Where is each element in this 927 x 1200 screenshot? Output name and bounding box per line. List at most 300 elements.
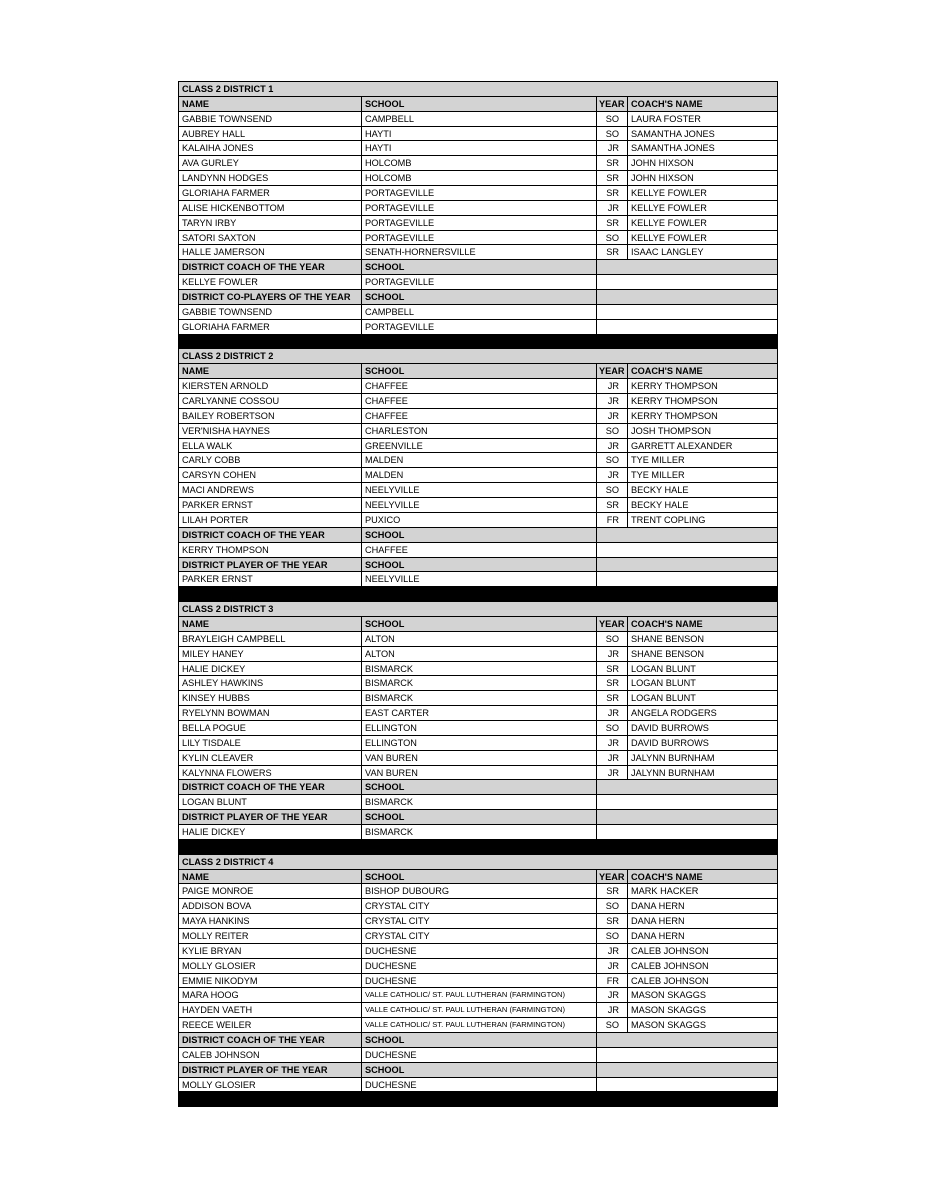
player-coach: BECKY HALE (631, 485, 689, 496)
player-coach: LAURA FOSTER (631, 113, 701, 124)
player-school: CRYSTAL CITY (362, 899, 597, 913)
empty-cell (597, 572, 777, 586)
header-school: SCHOOL (362, 97, 597, 111)
header-school: SCHOOL (362, 870, 597, 884)
player-name: GLORIAHA FARMER (179, 186, 362, 200)
player-of-year-label: DISTRICT PLAYER OF THE YEAR (179, 558, 362, 572)
player-school: CHAFFEE (362, 394, 597, 408)
empty-cell (597, 543, 777, 557)
player-school: VALLE CATHOLIC/ ST. PAUL LUTHERAN (FARMINGTON) (362, 1003, 597, 1017)
empty-cell (597, 275, 777, 289)
column-header-row (179, 617, 777, 632)
district-title: CLASS 2 DISTRICT 3 (182, 604, 274, 615)
player-coach: JOSH THOMPSON (631, 425, 711, 436)
player-school: VAN BUREN (362, 751, 597, 765)
coach-of-year-name: KERRY THOMPSON (179, 543, 362, 557)
player-school: ELLINGTON (362, 736, 597, 750)
player-coach: KELLYE FOWLER (631, 202, 707, 213)
table-row (179, 439, 777, 454)
player-name: LANDYNN HODGES (179, 171, 362, 185)
coach-of-year-label: DISTRICT COACH OF THE YEAR (179, 528, 362, 542)
column-header-row (179, 870, 777, 885)
player-school: NEELYVILLE (362, 483, 597, 497)
coach-of-year-school: CHAFFEE (362, 543, 597, 557)
section-separator (179, 840, 777, 855)
player-year: SO (597, 632, 628, 646)
player-of-year-row (179, 1078, 777, 1093)
player-coach: TRENT COPLING (631, 514, 706, 525)
header-name: NAME (179, 97, 362, 111)
player-coach: MASON SKAGGS (631, 1005, 707, 1016)
table-row (179, 899, 777, 914)
player-year: JR (597, 201, 628, 215)
coach-of-year-school-label: SCHOOL (362, 780, 597, 794)
player-of-year-label: DISTRICT CO-PLAYERS OF THE YEAR (179, 290, 362, 304)
player-year: SR (597, 676, 628, 690)
player-school: HAYTI (362, 127, 597, 141)
coach-of-year-school: BISMARCK (362, 795, 597, 809)
player-coach: KELLYE FOWLER (631, 232, 707, 243)
player-name: BRAYLEIGH CAMPBELL (179, 632, 362, 646)
player-year: JR (597, 439, 628, 453)
player-name: TARYN IRBY (179, 216, 362, 230)
player-coach: DAVID BURROWS (631, 722, 709, 733)
player-year: SR (597, 216, 628, 230)
player-name: MOLLY REITER (179, 929, 362, 943)
player-of-year-school-label: SCHOOL (362, 1063, 597, 1077)
player-year: SO (597, 424, 628, 438)
player-year: JR (597, 468, 628, 482)
player-of-year-header-row (179, 290, 777, 305)
table-row (179, 245, 777, 260)
table-row (179, 676, 777, 691)
player-name: ASHLEY HAWKINS (179, 676, 362, 690)
empty-cell (597, 1033, 777, 1047)
header-coach: COACH'S NAME (631, 366, 703, 377)
coach-of-year-header-row (179, 780, 777, 795)
player-year: JR (597, 1003, 628, 1017)
player-year: JR (597, 944, 628, 958)
player-of-year-name: PARKER ERNST (179, 572, 362, 586)
table-row (179, 216, 777, 231)
player-coach: SAMANTHA JONES (631, 143, 715, 154)
table-row (179, 632, 777, 647)
player-name: KIERSTEN ARNOLD (179, 379, 362, 393)
player-coach: KELLYE FOWLER (631, 217, 707, 228)
coach-of-year-header-row (179, 260, 777, 275)
table-row (179, 483, 777, 498)
player-name: AVA GURLEY (179, 156, 362, 170)
player-of-year-header-row (179, 810, 777, 825)
coach-of-year-header-row (179, 1033, 777, 1048)
player-coach: TYE MILLER (631, 470, 685, 481)
player-coach: LOGAN BLUNT (631, 678, 696, 689)
player-of-year-school: BISMARCK (362, 825, 597, 839)
header-coach: COACH'S NAME (631, 871, 703, 882)
table-row (179, 231, 777, 246)
coach-of-year-school: DUCHESNE (362, 1048, 597, 1062)
player-school: VAN BUREN (362, 766, 597, 780)
player-school: PUXICO (362, 513, 597, 527)
coach-of-year-name: LOGAN BLUNT (179, 795, 362, 809)
player-coach: BECKY HALE (631, 500, 689, 511)
player-name: MARA HOOG (179, 988, 362, 1002)
player-school: BISHOP DUBOURG (362, 884, 597, 898)
player-coach: KERRY THOMPSON (631, 410, 718, 421)
header-name: NAME (179, 870, 362, 884)
player-coach: SHANE BENSON (631, 648, 705, 659)
player-school: VALLE CATHOLIC/ ST. PAUL LUTHERAN (FARMINGTON) (362, 988, 597, 1002)
player-name: MACI ANDREWS (179, 483, 362, 497)
player-school: PORTAGEVILLE (362, 231, 597, 245)
player-of-year-name: HALIE DICKEY (179, 825, 362, 839)
player-year: JR (597, 394, 628, 408)
player-name: EMMIE NIKODYM (179, 974, 362, 988)
player-name: LILAH PORTER (179, 513, 362, 527)
table-row (179, 929, 777, 944)
coach-of-year-row (179, 795, 777, 810)
table-row (179, 721, 777, 736)
player-name: BAILEY ROBERTSON (179, 409, 362, 423)
player-name: VER'NISHA HAYNES (179, 424, 362, 438)
player-school: DUCHESNE (362, 959, 597, 973)
player-coach: DANA HERN (631, 930, 685, 941)
table-row (179, 1003, 777, 1018)
coach-of-year-label: DISTRICT COACH OF THE YEAR (179, 780, 362, 794)
header-coach: COACH'S NAME (631, 618, 703, 629)
player-of-year-row (179, 825, 777, 840)
player-year: SO (597, 231, 628, 245)
coach-of-year-row (179, 543, 777, 558)
player-coach: MASON SKAGGS (631, 990, 707, 1001)
player-name: HAYDEN VAETH (179, 1003, 362, 1017)
player-coach: LOGAN BLUNT (631, 693, 696, 704)
table-row (179, 453, 777, 468)
table-row (179, 766, 777, 781)
player-year: SO (597, 483, 628, 497)
player-coach: CALEB JOHNSON (631, 960, 709, 971)
player-name: AUBREY HALL (179, 127, 362, 141)
header-name: NAME (179, 364, 362, 378)
empty-cell (597, 290, 777, 304)
empty-cell (597, 528, 777, 542)
coach-of-year-school-label: SCHOOL (362, 260, 597, 274)
empty-cell (597, 810, 777, 824)
player-of-year-school-label: SCHOOL (362, 558, 597, 572)
player-of-year-name: GLORIAHA FARMER (179, 320, 362, 334)
section-separator (179, 587, 777, 602)
empty-cell (597, 1063, 777, 1077)
table-row (179, 914, 777, 929)
player-coach: LOGAN BLUNT (631, 663, 696, 674)
player-coach: JALYNN BURNHAM (631, 767, 715, 778)
player-coach: SHANE BENSON (631, 633, 705, 644)
table-row (179, 112, 777, 127)
table-row (179, 424, 777, 439)
empty-cell (597, 825, 777, 839)
player-year: SR (597, 914, 628, 928)
table-row (179, 706, 777, 721)
player-of-year-school: DUCHESNE (362, 1078, 597, 1092)
table-row (179, 394, 777, 409)
empty-cell (597, 795, 777, 809)
table-row (179, 186, 777, 201)
player-year: JR (597, 409, 628, 423)
player-name: BELLA POGUE (179, 721, 362, 735)
player-coach: TYE MILLER (631, 455, 685, 466)
player-school: NEELYVILLE (362, 498, 597, 512)
player-school: PORTAGEVILLE (362, 201, 597, 215)
player-school: HOLCOMB (362, 156, 597, 170)
player-year: SO (597, 899, 628, 913)
player-year: JR (597, 751, 628, 765)
player-name: RYELYNN BOWMAN (179, 706, 362, 720)
table-row (179, 127, 777, 142)
player-school: HOLCOMB (362, 171, 597, 185)
table-row (179, 884, 777, 899)
player-name: CARLY COBB (179, 453, 362, 467)
player-name: PAIGE MONROE (179, 884, 362, 898)
district-title: CLASS 2 DISTRICT 1 (182, 84, 274, 94)
player-school: ALTON (362, 632, 597, 646)
player-school: DUCHESNE (362, 974, 597, 988)
player-year: SO (597, 453, 628, 467)
player-year: SR (597, 156, 628, 170)
player-of-year-name: GABBIE TOWNSEND (179, 305, 362, 319)
district-title: CLASS 2 DISTRICT 4 (182, 856, 274, 867)
table-row (179, 974, 777, 989)
header-year: YEAR (597, 364, 628, 378)
coach-of-year-school-label: SCHOOL (362, 1033, 597, 1047)
player-name: MOLLY GLOSIER (179, 959, 362, 973)
table-row (179, 988, 777, 1003)
player-school: MALDEN (362, 453, 597, 467)
player-name: KALAIHA JONES (179, 141, 362, 155)
header-year: YEAR (597, 617, 628, 631)
player-year: JR (597, 988, 628, 1002)
table-row (179, 647, 777, 662)
header-name: NAME (179, 617, 362, 631)
table-row (179, 156, 777, 171)
coach-of-year-name: KELLYE FOWLER (179, 275, 362, 289)
player-year: SR (597, 691, 628, 705)
player-coach: ANGELA RODGERS (631, 708, 717, 719)
player-of-year-school: NEELYVILLE (362, 572, 597, 586)
empty-cell (597, 260, 777, 274)
player-of-year-header-row (179, 558, 777, 573)
player-name: LILY TISDALE (179, 736, 362, 750)
player-year: SR (597, 662, 628, 676)
player-of-year-row (179, 305, 777, 320)
empty-cell (597, 558, 777, 572)
player-of-year-school: CAMPBELL (362, 305, 597, 319)
player-school: CHARLESTON (362, 424, 597, 438)
player-coach: JALYNN BURNHAM (631, 752, 715, 763)
player-coach: MASON SKAGGS (631, 1020, 707, 1031)
player-year: JR (597, 706, 628, 720)
section-separator (179, 1092, 777, 1107)
player-year: SR (597, 884, 628, 898)
player-name: CARSYN COHEN (179, 468, 362, 482)
player-year: SR (597, 245, 628, 259)
player-year: SR (597, 498, 628, 512)
district-title-row (179, 602, 777, 617)
coach-of-year-name: CALEB JOHNSON (179, 1048, 362, 1062)
player-year: SO (597, 127, 628, 141)
player-coach: JOHN HIXSON (631, 158, 694, 169)
player-name: KINSEY HUBBS (179, 691, 362, 705)
empty-cell (597, 780, 777, 794)
player-year: SR (597, 186, 628, 200)
table-row (179, 513, 777, 528)
player-name: ADDISON BOVA (179, 899, 362, 913)
player-of-year-label: DISTRICT PLAYER OF THE YEAR (179, 1063, 362, 1077)
header-school: SCHOOL (362, 364, 597, 378)
player-of-year-row (179, 572, 777, 587)
player-school: CHAFFEE (362, 379, 597, 393)
player-coach: DANA HERN (631, 901, 685, 912)
player-name: GABBIE TOWNSEND (179, 112, 362, 126)
table-row (179, 959, 777, 974)
player-year: JR (597, 766, 628, 780)
player-name: MILEY HANEY (179, 647, 362, 661)
player-name: PARKER ERNST (179, 498, 362, 512)
player-of-year-row (179, 320, 777, 335)
district-title-row (179, 349, 777, 364)
section-separator (179, 335, 777, 350)
player-name: SATORI SAXTON (179, 231, 362, 245)
table-row (179, 468, 777, 483)
coach-of-year-school: PORTAGEVILLE (362, 275, 597, 289)
table-row (179, 379, 777, 394)
table-row (179, 751, 777, 766)
player-coach: JOHN HIXSON (631, 173, 694, 184)
player-of-year-header-row (179, 1063, 777, 1078)
player-coach: SAMANTHA JONES (631, 128, 715, 139)
player-coach: KERRY THOMPSON (631, 381, 718, 392)
player-coach: MARK HACKER (631, 886, 699, 897)
player-name: HALIE DICKEY (179, 662, 362, 676)
table-row (179, 141, 777, 156)
player-school: BISMARCK (362, 676, 597, 690)
player-school: CAMPBELL (362, 112, 597, 126)
table-row (179, 171, 777, 186)
column-header-row (179, 364, 777, 379)
player-school: SENATH-HORNERSVILLE (362, 245, 597, 259)
player-year: SO (597, 112, 628, 126)
player-school: ELLINGTON (362, 721, 597, 735)
coach-of-year-label: DISTRICT COACH OF THE YEAR (179, 260, 362, 274)
player-school: PORTAGEVILLE (362, 186, 597, 200)
player-school: HAYTI (362, 141, 597, 155)
all-district-table (178, 81, 778, 1107)
player-coach: KELLYE FOWLER (631, 188, 707, 199)
player-of-year-school-label: SCHOOL (362, 290, 597, 304)
empty-cell (597, 1048, 777, 1062)
player-school: CHAFFEE (362, 409, 597, 423)
player-year: FR (597, 513, 628, 527)
player-of-year-school: PORTAGEVILLE (362, 320, 597, 334)
empty-cell (597, 1078, 777, 1092)
player-name: KYLIN CLEAVER (179, 751, 362, 765)
player-name: ELLA WALK (179, 439, 362, 453)
header-year: YEAR (597, 870, 628, 884)
table-row (179, 409, 777, 424)
table-row (179, 736, 777, 751)
header-school: SCHOOL (362, 617, 597, 631)
player-year: FR (597, 974, 628, 988)
player-school: MALDEN (362, 468, 597, 482)
player-school: GREENVILLE (362, 439, 597, 453)
player-school: CRYSTAL CITY (362, 914, 597, 928)
player-of-year-school-label: SCHOOL (362, 810, 597, 824)
player-year: JR (597, 736, 628, 750)
empty-cell (597, 320, 777, 334)
player-name: CARLYANNE COSSOU (179, 394, 362, 408)
player-school: PORTAGEVILLE (362, 216, 597, 230)
player-year: SO (597, 929, 628, 943)
district-title: CLASS 2 DISTRICT 2 (182, 351, 274, 362)
player-school: EAST CARTER (362, 706, 597, 720)
column-header-row (179, 97, 777, 112)
player-coach: CALEB JOHNSON (631, 975, 709, 986)
table-row (179, 944, 777, 959)
table-row (179, 498, 777, 513)
player-name: MAYA HANKINS (179, 914, 362, 928)
header-coach: COACH'S NAME (631, 98, 703, 109)
player-coach: KERRY THOMPSON (631, 396, 718, 407)
player-year: JR (597, 141, 628, 155)
district-title-row (179, 855, 777, 870)
table-row (179, 691, 777, 706)
player-coach: DANA HERN (631, 916, 685, 927)
player-name: HALLE JAMERSON (179, 245, 362, 259)
player-year: JR (597, 959, 628, 973)
player-year: JR (597, 379, 628, 393)
player-name: KYLIE BRYAN (179, 944, 362, 958)
player-school: CRYSTAL CITY (362, 929, 597, 943)
player-school: BISMARCK (362, 662, 597, 676)
player-coach: GARRETT ALEXANDER (631, 440, 733, 451)
coach-of-year-school-label: SCHOOL (362, 528, 597, 542)
player-school: ALTON (362, 647, 597, 661)
player-school: BISMARCK (362, 691, 597, 705)
player-coach: ISAAC LANGLEY (631, 247, 704, 258)
player-coach: CALEB JOHNSON (631, 945, 709, 956)
coach-of-year-row (179, 275, 777, 290)
player-year: SO (597, 1018, 628, 1032)
player-name: REECE WEILER (179, 1018, 362, 1032)
player-school: DUCHESNE (362, 944, 597, 958)
table-row (179, 1018, 777, 1033)
player-of-year-label: DISTRICT PLAYER OF THE YEAR (179, 810, 362, 824)
player-coach: DAVID BURROWS (631, 737, 709, 748)
player-year: SR (597, 171, 628, 185)
player-of-year-name: MOLLY GLOSIER (179, 1078, 362, 1092)
player-name: ALISE HICKENBOTTOM (179, 201, 362, 215)
player-school: VALLE CATHOLIC/ ST. PAUL LUTHERAN (FARMINGTON) (362, 1018, 597, 1032)
empty-cell (597, 305, 777, 319)
coach-of-year-row (179, 1048, 777, 1063)
player-year: JR (597, 647, 628, 661)
table-row (179, 201, 777, 216)
player-name: KALYNNA FLOWERS (179, 766, 362, 780)
district-title-row (179, 82, 777, 97)
table-row (179, 662, 777, 677)
player-year: SO (597, 721, 628, 735)
coach-of-year-label: DISTRICT COACH OF THE YEAR (179, 1033, 362, 1047)
coach-of-year-header-row (179, 528, 777, 543)
